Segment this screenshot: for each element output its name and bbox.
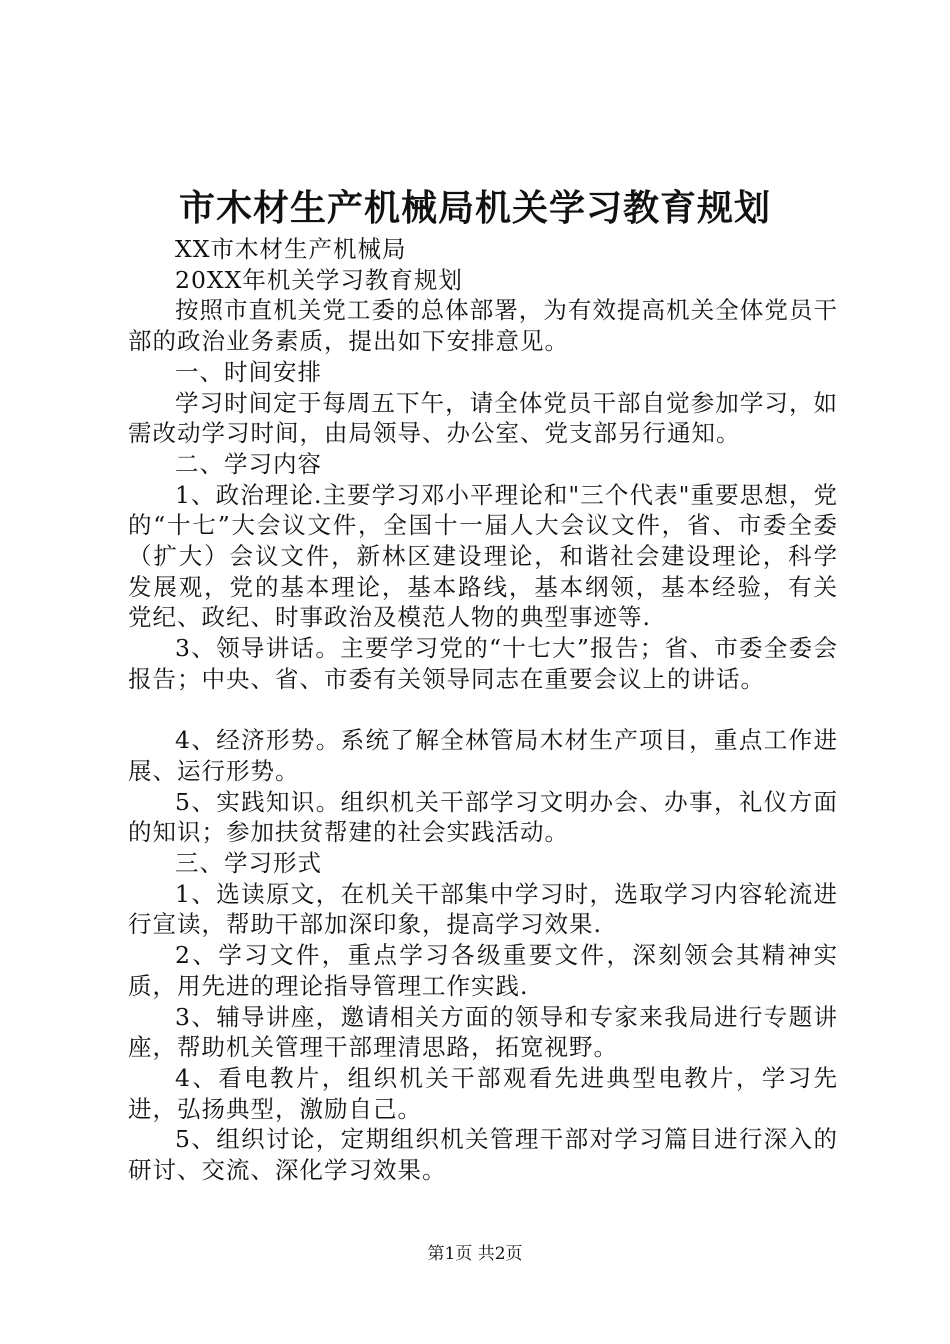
- form-item-2: 2、学习文件，重点学习各级重要文件，深刻领会其精神实质，用先进的理论指导管理工作实践.: [128, 941, 838, 1000]
- content-item-4: 4、经济形势。系统了解全林管局木材生产项目，重点工作进展、运行形势。: [128, 726, 838, 785]
- section-heading-time: 一、时间安排: [175, 357, 322, 386]
- form-item-4: 4、看电教片，组织机关干部观看先进典型电教片，学习先进，弘扬典型，激励自己。: [128, 1063, 838, 1123]
- time-paragraph: 学习时间定于每周五下午，请全体党员干部自觉参加学习，如需改动学习时间，由局领导、办公室、党支部另行通知。: [128, 388, 838, 448]
- form-item-3: 3、辅导讲座，邀请相关方面的领导和专家来我局进行专题讲座，帮助机关管理干部理清思路，拓宽视野。: [128, 1002, 838, 1062]
- content-item-3: 3、领导讲话。主要学习党的“十七大”报告；省、市委全委会报告；中央、省、市委有关领导同志在重要会议上的讲话。: [128, 634, 838, 693]
- org-name-line: XX市木材生产机械局: [175, 235, 407, 263]
- page-footer: 第1页 共2页: [427, 1244, 523, 1264]
- content-item-1: 1、政治理论.主要学习邓小平理论和"三个代表"重要思想，党的“十七”大会议文件，全国十一届人大会议文件，省、市委全委（扩大）会议文件，新林区建设理论，和谐社会建设理论，科学发展观，党的基本理论，基本路线，基本纲领，基本经验，有关党纪、政纪、时事政治及模范人物的典型事迹等.: [128, 480, 838, 632]
- form-item-1: 1、选读原文，在机关干部集中学习时，选取学习内容轮流进行宣读，帮助干部加深印象，提高学习效果.: [128, 879, 838, 939]
- form-item-5: 5、组织讨论，定期组织机关管理干部对学习篇目进行深入的研讨、交流、深化学习效果。: [128, 1125, 838, 1185]
- intro-paragraph: 按照市直机关党工委的总体部署，为有效提高机关全体党员干部的政治业务素质，提出如下安排意见。: [128, 296, 838, 356]
- blank-line: [128, 695, 838, 726]
- content-item-5: 5、实践知识。组织机关干部学习文明办会、办事，礼仪方面的知识；参加扶贫帮建的社会实践活动。: [128, 787, 838, 847]
- document-title: 市木材生产机械局机关学习教育规划: [178, 187, 771, 229]
- document-body: [128, 234, 838, 1186]
- plan-name-line: 20XX年机关学习教育规划: [175, 265, 463, 294]
- section-heading-content: 二、学习内容: [175, 449, 322, 478]
- section-heading-form: 三、学习形式: [175, 849, 322, 878]
